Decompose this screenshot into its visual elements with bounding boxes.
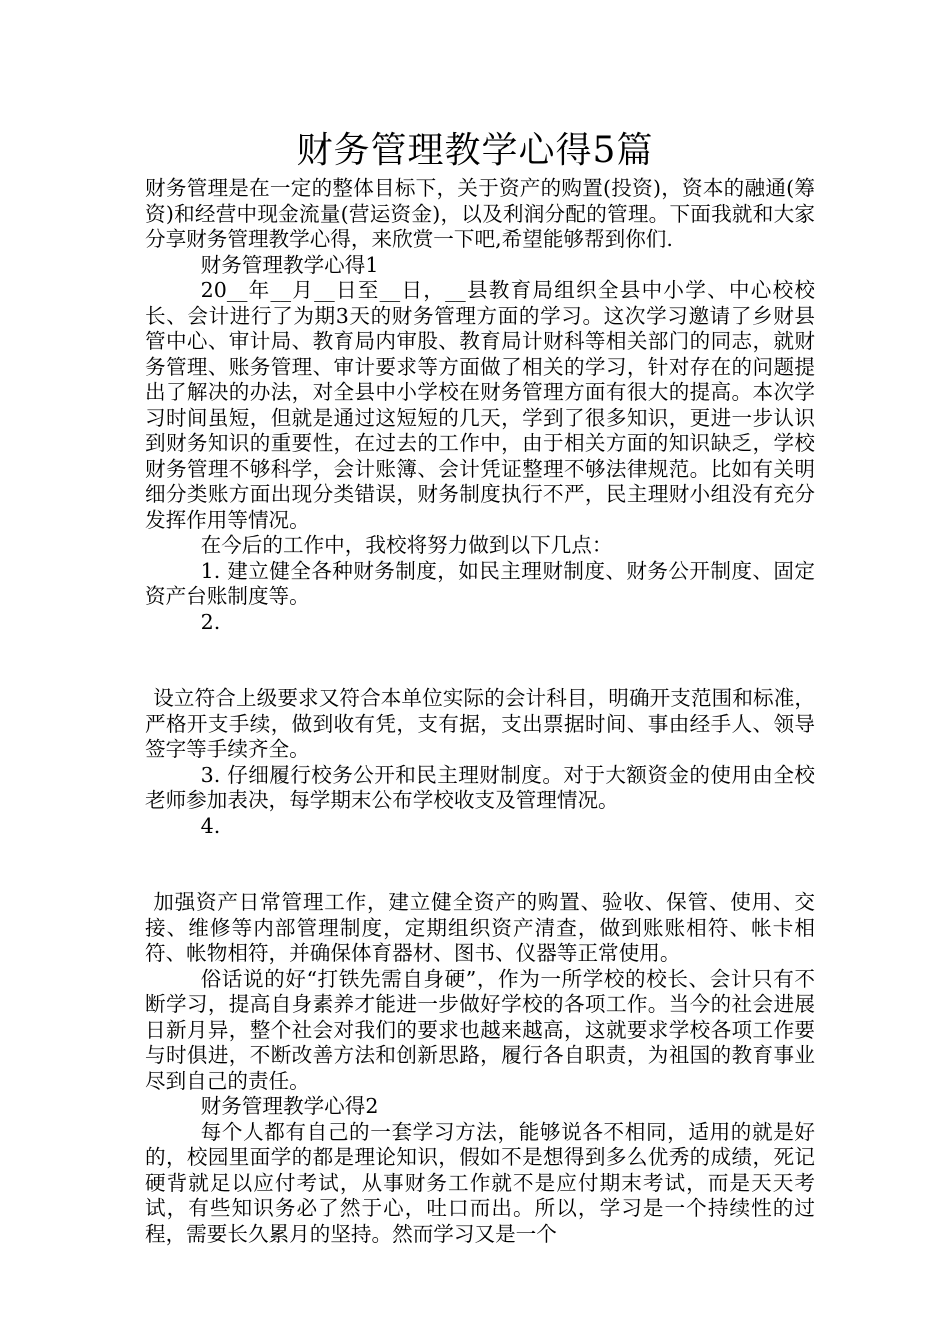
list-item-2-number: 2.: [200, 609, 221, 634]
document-title: 财务管理教学心得5篇: [296, 130, 654, 171]
list-item-2-text: 设立符合上级要求又符合本单位实际的会计科目，明确开支范围和标准，严格开支手续，做到收有凭，支有据，支出票据时间、事由经手人、领导签字等手续齐全。: [145, 686, 815, 761]
document-body: [145, 176, 815, 1247]
list-item-1: 1. 建立健全各种财务制度，如民主理财制度、财务公开制度、固定资产台账制度等。: [145, 558, 815, 608]
list-item-4-number: 4.: [200, 813, 221, 838]
body-paragraph: 俗话说的好“打铁先需自身硬”，作为一所学校的校长、会计只有不断学习，提高自身素养才能进一步做好学校的各项工作。当今的社会进展日新月异，整个社会对我们的要求也越来越高，这就要求学校各项工作要与时俱进，不断改善方法和创新思路，履行各自职责，为祖国的教育事业尽到自己的责任。: [145, 966, 815, 1093]
body-paragraph: 20__年__月__日至__日，__县教育局组织全县中小学、中心校校长、会计进行了为期3天的财务管理方面的学习。这次学习邀请了乡财县管中心、审计局、教育局内审股、教育局计财科等相关部门的同志，就财务管理、账务管理、审计要求等方面做了相关的学习，针对存在的问题提出了解决的办法，对全县中小学校在财务管理方面有很大的提高。本次学习时间虽短，但就是通过这短短的几天，学到了很多知识，更进一步认识到财务知识的重要性，在过去的工作中，由于相关方面的知识缺乏，学校财务管理不够科学，会计账簿、会计凭证整理不够法律规范。比如有关明细分类账方面出现分类错误，财务制度执行不严，民主理财小组没有充分发挥作用等情况。: [145, 278, 815, 532]
intro-paragraph: 财务管理是在一定的整体目标下，关于资产的购置(投资)，资本的融通(筹资)和经营中现金流量(营运资金)，以及利润分配的管理。下面我就和大家分享财务管理教学心得，来欣赏一下吧,希望能够帮到你们.: [145, 176, 815, 251]
list-item-3: 3. 仔细履行校务公开和民主理财制度。对于大额资金的使用由全校老师参加表决，每学期末公布学校收支及管理情况。: [145, 762, 815, 812]
list-item-4-text: 加强资产日常管理工作，建立健全资产的购置、验收、保管、使用、交接、维修等内部管理制度，定期组织资产清查，做到账账相符、帐卡相符、帐物相符，并确保体育器材、图书、仪器等正常使用。: [145, 890, 815, 965]
section-heading-2: 财务管理教学心得2: [200, 1094, 379, 1118]
section-heading-1: 财务管理教学心得1: [200, 252, 379, 277]
body-paragraph: 在今后的工作中，我校将努力做到以下几点：: [200, 533, 613, 557]
body-paragraph: 每个人都有自己的一套学习方法，能够说各不相同，适用的就是好的，校园里面学的都是理论知识，假如不是想得到多么优秀的成绩，死记硬背就足以应付考试，从事财务工作就不是应付期末考试，而是天天考试，有些知识务必了然于心，吐口而出。所以，学习是一个持续性的过程，需要长久累月的坚持。然而学习又是一个: [145, 1119, 815, 1246]
